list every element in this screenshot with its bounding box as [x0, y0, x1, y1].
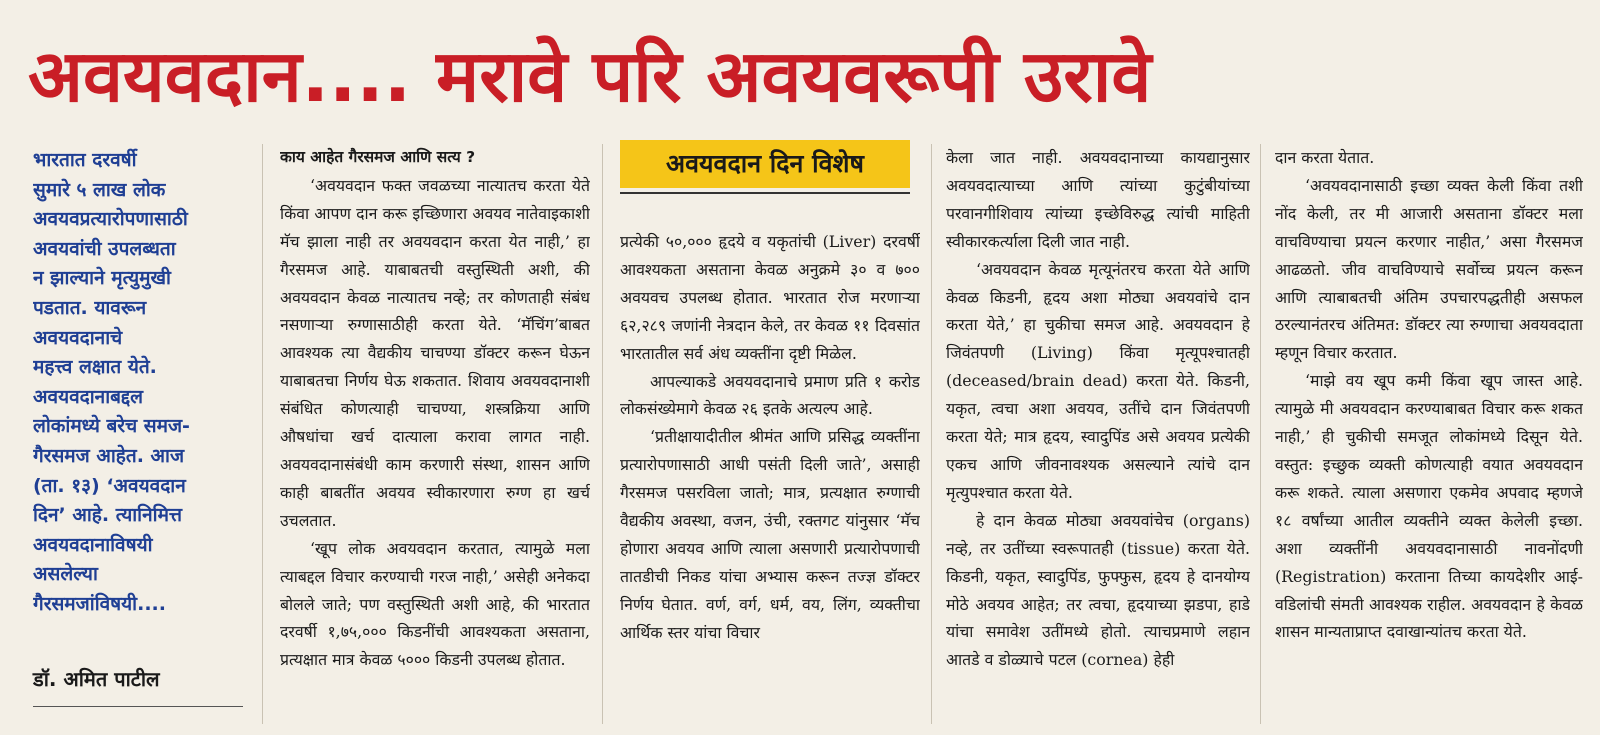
article-column-2	[620, 228, 920, 724]
column-divider	[262, 144, 263, 724]
sidebar-intro	[33, 146, 251, 666]
paragraph: हे दान केवळ मोठ्या अवयवांचेच (organs) नव्हे, तर उतींच्या स्वरूपातही (tissue) करता येते. किडनी, यकृत, स्वादुपिंड, फुफ्फुस, हृदय हे दानयोग्य मोठे अवयव आहेत; तर त्वचा, हृदयाच्या झडपा, हाडे यांचा समावेश उतींमध्ये होतो. त्याचप्रमाणे लहान आतडे व डोळ्याचे पटल (cornea) हेही	[946, 510, 1250, 670]
sidebar-line: न झाल्याने मृत्युमुखी	[33, 267, 171, 290]
sidebar-line: अवयवदानाबद्दल	[33, 385, 144, 408]
column-divider	[602, 144, 603, 724]
sidebar-line: अवयवदानाचे	[33, 326, 123, 349]
paragraph: ‘माझे वय खूप कमी किंवा खूप जास्त आहे. त्यामुळे मी अवयवदान करण्याबाबत विचार करू शकत नाही,’ ही चुकीची समजूत लोकांमध्ये दिसून येते. वस्तुत: इच्छुक व्यक्ती कोणत्याही वयात अवयवदान करू शकते. त्याला असणारा एकमेव अपवाद म्हणजे १८ वर्षांच्या आतील व्यक्तीने व्यक्त केलेली इच्छा. अशा व्यक्तींनी अवयवदानासाठी नावनोंदणी (Registration) करताना तिच्या कायदेशीर आई-वडिलांची संमती आवश्यक राहील. अवयवदान हे केवळ शासन मान्यताप्राप्त दवाखान्यांतच करता येते.	[1275, 371, 1583, 642]
article-column-1	[280, 144, 590, 724]
paragraph: आपल्याकडे अवयवदानाचे प्रमाण प्रति १ करोड लोकसंख्येमागे केवळ २६ इतके अत्यल्प आहे.	[620, 371, 920, 419]
section-subheading: काय आहेत गैरसमज आणि सत्य ?	[280, 148, 476, 166]
author-byline: डॉ. अमित पाटील	[33, 667, 160, 691]
column-divider	[931, 144, 932, 724]
sidebar-line: सुमारे ५ लाख लोक	[33, 178, 166, 201]
badge-underline	[620, 192, 910, 194]
sidebar-line: गैरसमजांविषयी....	[33, 592, 166, 615]
paragraph: प्रत्येकी ५०,००० हृदये व यकृतांची (Liver) दरवर्षी आवश्यकता असताना केवळ अनुक्रमे ३० व ७०० अवयवच उपलब्ध होतात. भारतात रोज मरणाऱ्या ६२,२८९ जणांनी नेत्रदान केले, तर केवळ ११ दिवसांत भारतातील सर्व अंध व्यक्तींना दृष्टी मिळेल.	[620, 232, 920, 363]
paragraph: ‘अवयवदान फक्त जवळच्या नात्यातच करता येते किंवा आपण दान करू इच्छिणारा अवयव नातेवाइकाशी मॅच झाला नाही तर अवयवदान करता येत नाही,’ हा गैरसमज आहे. याबाबतची वस्तुस्थिती अशी, की अवयवदान केवळ नात्यातच नव्हे; तर कोणताही संबंध नसणाऱ्या रुग्णासाठीही करता येते. ‘मॅचिंग’बाबत आवश्यक त्या वैद्यकीय चाचण्या डॉक्टर करून घेऊन याबाबतचा निर्णय घेऊ शकतात. शिवाय अवयवदानाशी संबंधित कोणत्याही चाचण्या, शस्त्रक्रिया आणि औषधांचा खर्च दात्याला करावा लागत नाही. अवयवदानासंबंधी काम करणारी संस्था, शासन आणि काही बाबतींत अवयव स्वीकारणारा रुग्ण हा खर्च उचलतात.	[280, 175, 590, 530]
sidebar-line: पडतात. यावरून	[33, 296, 147, 319]
sidebar-line: महत्त्व लक्षात येते.	[33, 356, 157, 379]
headline: अवयवदान.... मरावे परि अवयवरूपी उरावे	[28, 34, 1152, 118]
paragraph: ‘अवयवदानासाठी इच्छा व्यक्त केली किंवा तशी नोंद केली, तर मी आजारी असताना डॉक्टर मला वाचविण्याचा प्रयत्न करणार नाहीत,’ असा गैरसमज आढळतो. जीव वाचविण्याचे सर्वोच्च प्रयत्न करून आणि त्याबाबतची अंतिम उपचारपद्धतीही असफल ठरल्यानंतरच अंतिमत: डॉक्टर त्या रुग्णाचा अवयवदाता म्हणून विचार करतात.	[1275, 175, 1583, 363]
sidebar-line: लोकांमध्ये बरेच समज-	[33, 415, 190, 438]
sidebar-line: दिन’ आहे. त्यानिमित्त	[33, 504, 183, 527]
sidebar-line: भारतात दरवर्षी	[33, 149, 137, 171]
column-divider	[1260, 144, 1261, 724]
paragraph: दान करता येतात.	[1275, 148, 1375, 167]
sidebar-line: अवयवप्रत्यारोपणासाठी	[33, 208, 188, 231]
section-badge: अवयवदान दिन विशेष	[620, 140, 910, 188]
paragraph: ‘अवयवदान केवळ मृत्यूनंतरच करता येते आणि केवळ किडनी, हृदय अशा मोठ्या अवयवांचे दान करता येते,’ हा चुकीचा समज आहे. अवयवदान हे जिवंतपणी (Living) किंवा मृत्यूपश्चातही (deceased/brain dead) करता येते. किडनी, यकृत, त्वचा अशा अवयव, उतींचे दान जिवंतपणी करता येते; मात्र हृदय, स्वादुपिंड असे अवयव प्रत्येकी एकच आणि जीवनावश्यक असल्याने त्यांचे दान मृत्युपश्चात करता येते.	[946, 259, 1250, 502]
sidebar-line: (ता. १३) ‘अवयवदान	[33, 474, 186, 497]
article-column-3	[946, 144, 1250, 724]
article-column-4	[1275, 144, 1583, 724]
paragraph: केला जात नाही. अवयवदानाच्या कायद्यानुसार अवयवदात्याच्या आणि त्यांच्या कुटुंबीयांच्या परवानगीशिवाय त्यांच्या इच्छेविरुद्ध त्यांची माहिती स्वीकारकर्त्याला दिली जात नाही.	[946, 148, 1250, 251]
sidebar-line: असलेल्या	[33, 563, 98, 586]
sidebar-line: गैरसमज आहेत. आज	[33, 444, 185, 467]
sidebar-line: अवयवदानाविषयी	[33, 533, 153, 556]
paragraph: ‘प्रतीक्षायादीतील श्रीमंत आणि प्रसिद्ध व्यक्तींना प्रत्यारोपणासाठी आधी पसंती दिली जाते’, असाही गैरसमज पसरविला जातो; मात्र, प्रत्यक्षात रुग्णाची वैद्यकीय अवस्था, वजन, उंची, रक्तगट यांनुसार ‘मॅच होणारा अवयव आणि त्याला असणारी प्रत्यारोपणाची तातडीची निकड यांचा अभ्यास करून तज्ज्ञ डॉक्टर निर्णय घेतात. वर्ण, वर्ग, धर्म, वय, लिंग, व्यक्तीचा आर्थिक स्तर यांचा विचार	[620, 427, 920, 642]
paragraph: ‘खूप लोक अवयवदान करतात, त्यामुळे मला त्याबद्दल विचार करण्याची गरज नाही,’ असेही अनेकदा बोलले जाते; पण वस्तुस्थिती अशी आहे, की भारतात दरवर्षी १,७५,००० किडनींची आवश्यकता असताना, प्रत्यक्षात मात्र केवळ ५००० किडनी उपलब्ध होतात.	[280, 538, 590, 670]
sidebar-line: अवयवांची उपलब्धता	[33, 237, 176, 260]
byline-divider	[33, 706, 243, 707]
